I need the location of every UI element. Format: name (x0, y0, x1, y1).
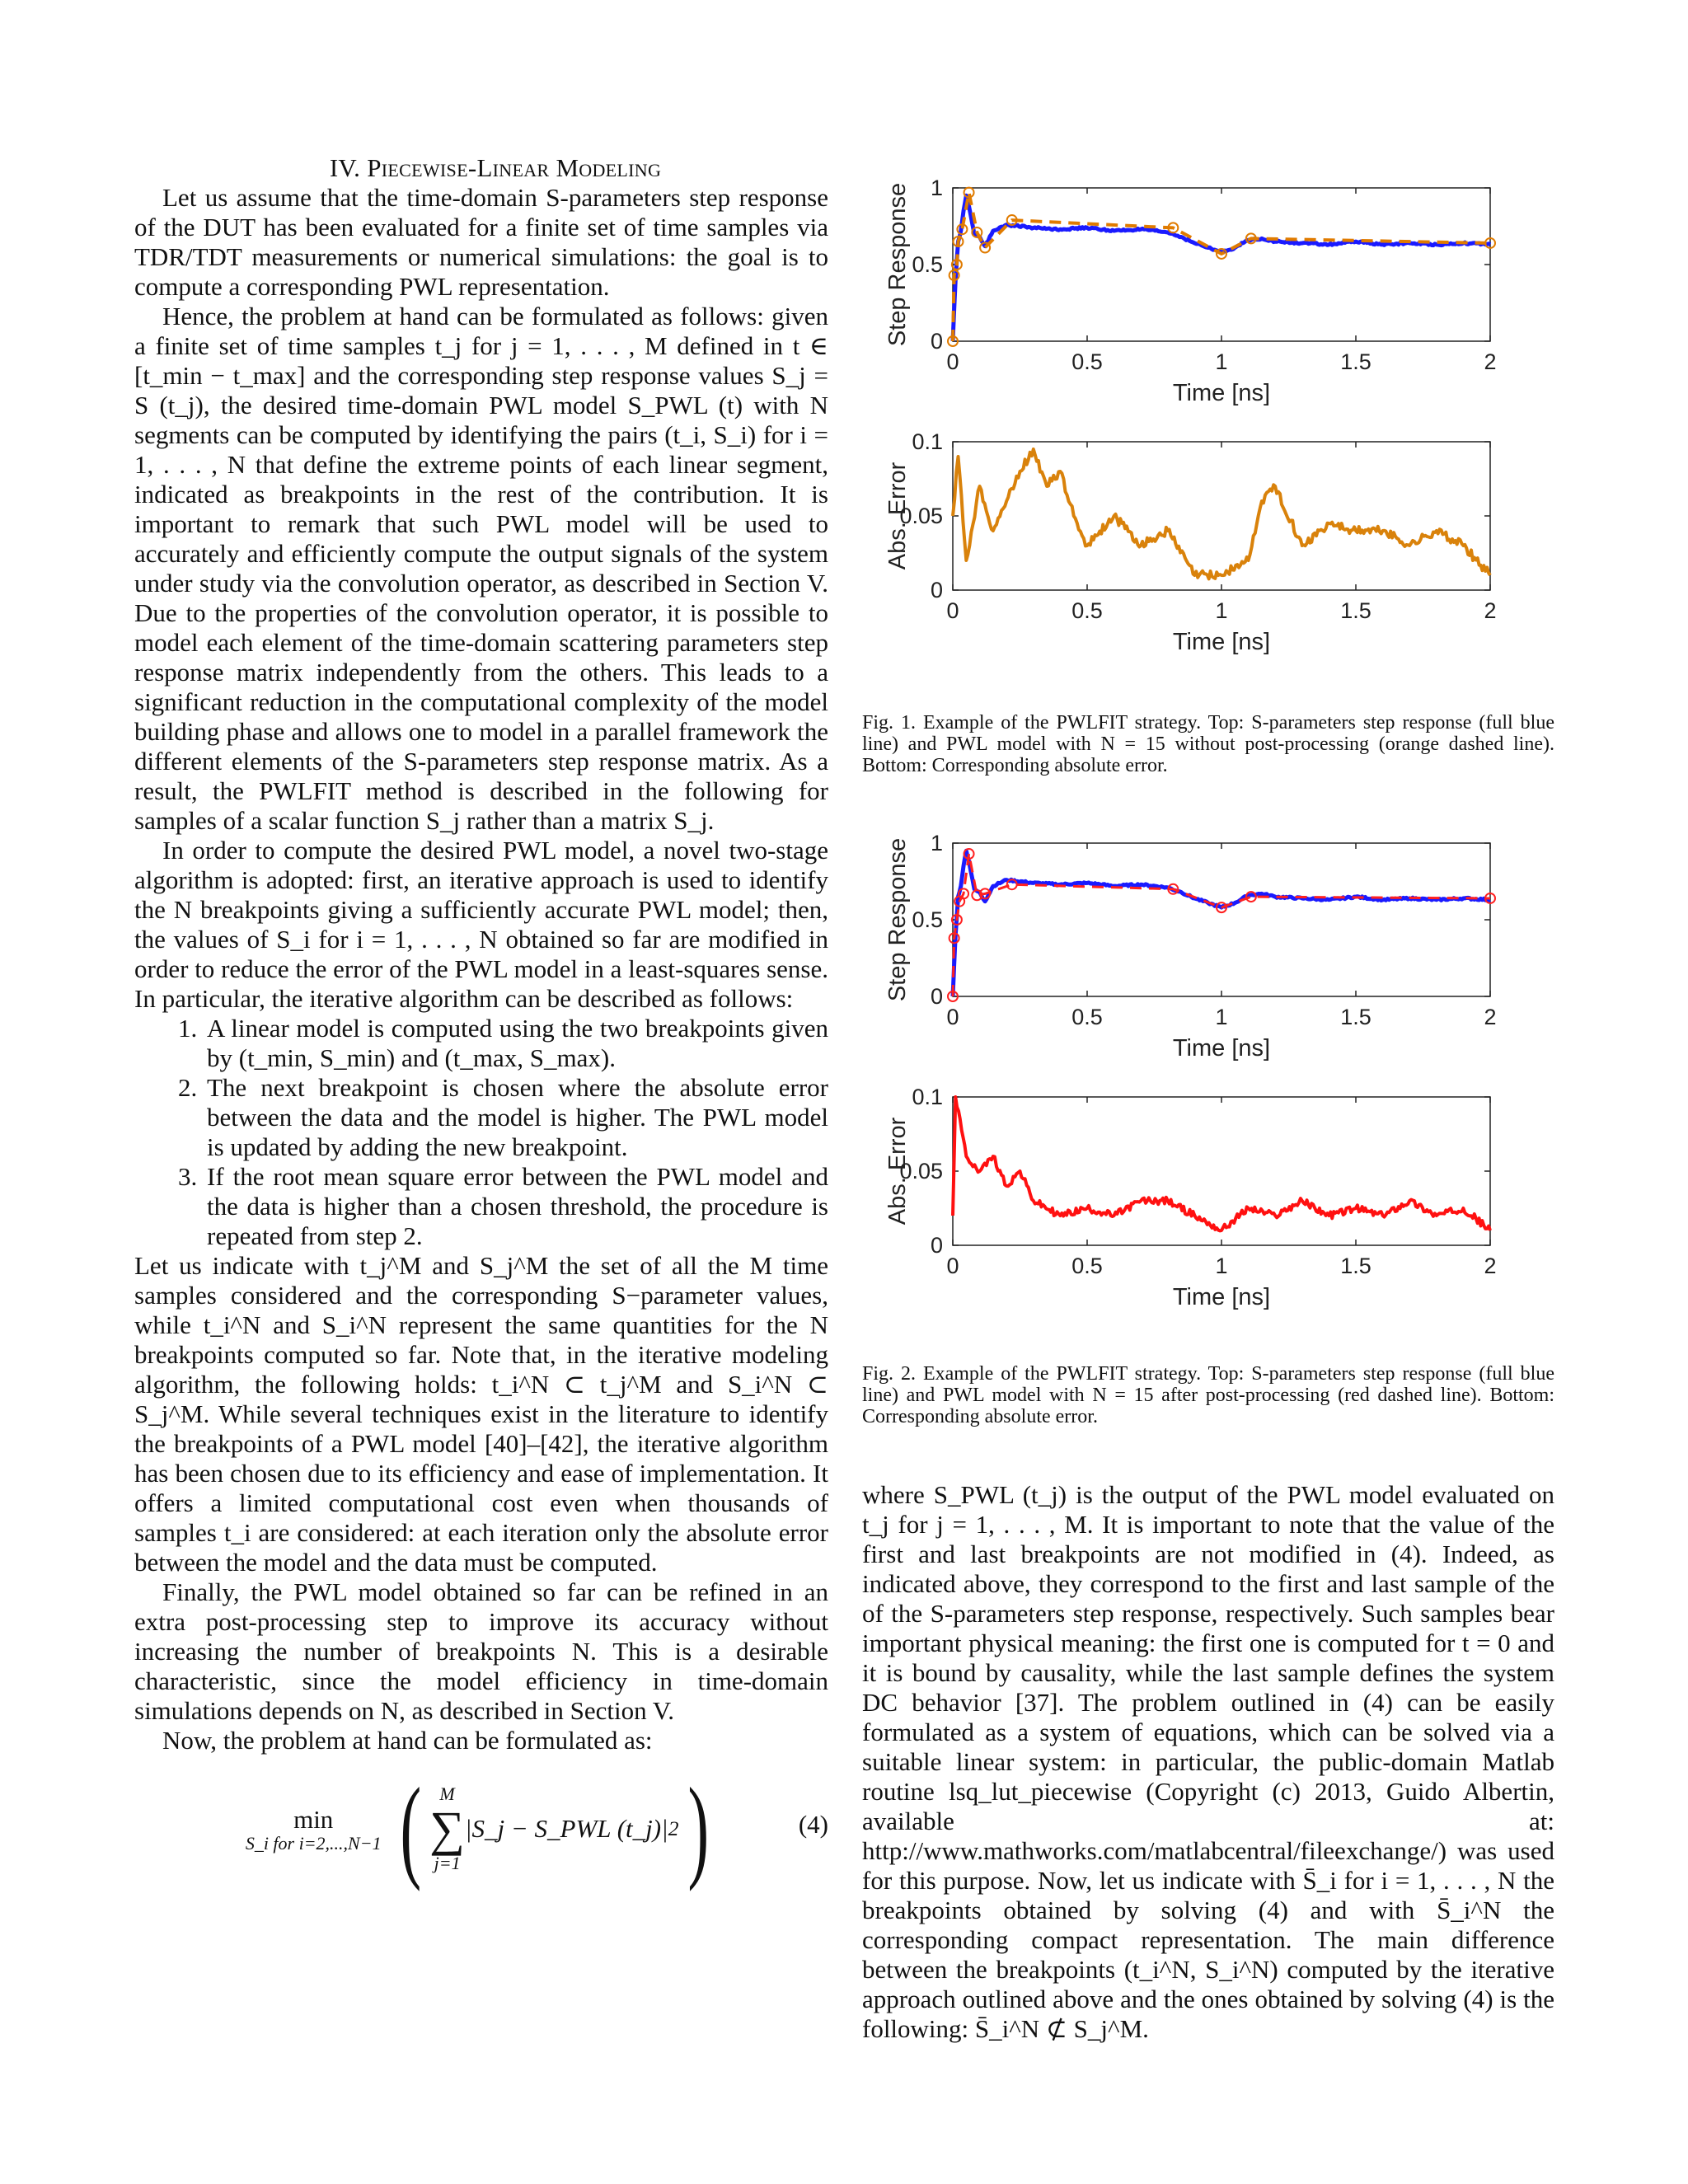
x-tick-label: 0.5 (1071, 1005, 1103, 1029)
y-tick-label: 0.5 (912, 907, 943, 932)
paragraph-postprocessing: Finally, the PWL model obtained so far can be refined in an extra post-processing step to improve its accuracy without increasing the number of breakpoints N. This is a desirable characteristic, since the model efficiency in time-domain simulations depends on N, as described in Section V. (134, 1577, 828, 1725)
list-item: 2. The next breakpoint is chosen where the absolute error between the data and the model is higher. The PWL model is updated by adding the new breakpoint. (204, 1073, 828, 1162)
x-tick-label: 0.5 (1071, 598, 1103, 623)
x-tick-label: 2 (1484, 598, 1497, 623)
equation-min-subscript: S_i for i=2,...,N−1 (245, 1833, 382, 1854)
y-axis-label: Abs. Error (884, 1117, 911, 1226)
fig2-abs-error-plot (884, 1085, 1497, 1310)
x-axis-label: Time [ns] (1172, 629, 1271, 655)
y-tick-label: 0 (930, 984, 943, 1009)
x-tick-label: 2 (1484, 349, 1497, 374)
y-tick-label: 0.1 (912, 1085, 943, 1109)
x-axis-label: Time [ns] (1172, 1035, 1271, 1062)
x-tick-label: 0 (946, 1254, 959, 1278)
equation-summand: |S_j − S_PWL (t_j)| (464, 1814, 668, 1843)
algorithm-steps (134, 1014, 828, 1251)
fig1-caption: Fig. 1. Example of the PWLFIT strategy. Top: S-parameters step response (full blue line) and PWL model with N = 15 without post-processing (orange dashed line). Bottom: Corresponding absolute error. (862, 712, 1554, 776)
right-column (862, 1480, 1554, 2044)
sum-symbol: M ∑ j=1 (429, 1783, 465, 1873)
fig1-step-response-plot (884, 176, 1497, 406)
y-axis-label: Abs. Error (884, 462, 911, 570)
equation-body: min S_i for i=2,...,N−1 ( M ∑ j=1 |S_j − S_PWL (t_j)| 2 ) (245, 1765, 709, 1892)
plot-frame (953, 442, 1490, 590)
y-tick-label: 0.05 (899, 504, 943, 528)
x-tick-label: 1.5 (1340, 349, 1372, 374)
fig2-caption: Fig. 2. Example of the PWLFIT strategy. Top: S-parameters step response (full blue line) and PWL model with N = 15 after post-processing (red dashed line). Bottom: Corresponding absolute error. (862, 1363, 1554, 1427)
left-column (134, 153, 828, 1891)
x-tick-label: 0.5 (1071, 1254, 1103, 1278)
paragraph-intro: Let us assume that the time-domain S-parameters step response of the DUT has been evaluated for a finite set of time samples via TDR/TDT measurements or numerical simulations: the goal is to compute a corresponding PWL representation. (134, 183, 828, 301)
y-tick-label: 0 (930, 329, 943, 354)
y-tick-label: 0 (930, 578, 943, 602)
paragraph-where: where S_PWL (t_j) is the output of the PWL model evaluated on t_j for j = 1, . . . , M. It is important to note that the value of the first and last breakpoints are not modified in (4). Indeed, as indicated above, they correspond to the first and last sample of the of the S-parameters step response, respectively. Such samples bear important physical meaning: the first one is computed for t = 0 and it is bound by causality, while the last sample defines the system DC behavior [37]. The problem outlined in (4) can be easily formulated as a system of equations, which can be solved via a suitable linear system: in particular, the public-domain Matlab routine lsq_lut_piecewise (Copyright (c) 2013, Guido Albertin, available at: http://www.mathworks.com/matlabcentral/fileexchange/) was used for this purpose. Now, let us indicate with S̄_i for i = 1, . . . , N the breakpoints obtained by solving (4) and with S̄_i^N the corresponding compact representation. The main difference between the breakpoints (t_i^N, S_i^N) computed by the iterative approach outlined above and the ones obtained by solving (4) is the following: S̄_i^N ⊄ S_j^M. (862, 1480, 1554, 2043)
y-tick-label: 1 (930, 176, 943, 200)
figure-2 (857, 828, 1558, 1331)
x-axis-label: Time [ns] (1172, 380, 1271, 406)
x-axis-label: Time [ns] (1172, 1284, 1271, 1310)
x-tick-label: 1 (1215, 598, 1228, 623)
x-tick-label: 2 (1484, 1254, 1497, 1278)
paragraph-notation: Let us indicate with t_j^M and S_j^M the set of all the M time samples considered and the corresponding S−parameter values, while t_i^N and S_i^N represent the same quantities for the N breakpoints computed so far. Note that, in the iterative modeling algorithm, the following holds: t_i^N ⊂ t_j^M and S_i^N ⊂ S_j^M. While several techniques exist in the literature to identify the breakpoints of a PWL model [40]–[42], the iterative algorithm has been chosen due to its efficiency and ease of implementation. It offers a limited computational cost even when thousands of samples t_i are considered: at each iteration only the absolute error between the model and the data must be computed. (134, 1251, 828, 1577)
x-tick-label: 1.5 (1340, 1254, 1372, 1278)
paragraph-algorithm: In order to compute the desired PWL model, a novel two-stage algorithm is adopted: first, an iterative approach is used to identify the N breakpoints giving a sufficiently accurate PWL model; then, the values of S_i for i = 1, . . . , N obtained so far are modified in order to reduce the error of the PWL model in a least-squares sense. In particular, the iterative algorithm can be described as follows: (134, 836, 828, 1013)
x-tick-label: 1 (1215, 1254, 1228, 1278)
x-tick-label: 0.5 (1071, 349, 1103, 374)
y-tick-label: 0.5 (912, 252, 943, 277)
equation-4 (134, 1767, 828, 1891)
y-tick-label: 1 (930, 831, 943, 855)
x-tick-label: 0 (946, 598, 959, 623)
plot-frame (953, 188, 1490, 341)
paragraph-formulation: Now, the problem at hand can be formulated as: (162, 1726, 653, 1755)
y-tick-label: 0.05 (899, 1159, 943, 1183)
list-item: 1. A linear model is computed using the two breakpoints given by (t_min, S_min) and (t_max, S_max). (204, 1014, 828, 1073)
x-tick-label: 0 (946, 349, 959, 374)
x-tick-label: 1 (1215, 349, 1228, 374)
y-axis-label: Step Response (884, 837, 911, 1002)
x-tick-label: 0 (946, 1005, 959, 1029)
plot-frame (953, 843, 1490, 996)
plot-frame (953, 1097, 1490, 1245)
equation-number: (4) (798, 1810, 828, 1839)
x-tick-label: 1.5 (1340, 1005, 1372, 1029)
x-tick-label: 2 (1484, 1005, 1497, 1029)
figure-1 (857, 173, 1558, 676)
x-tick-label: 1.5 (1340, 598, 1372, 623)
section-title: IV. Piecewise-Linear Modeling (329, 153, 662, 182)
y-tick-label: 0 (930, 1233, 943, 1258)
list-item: 3. If the root mean square error between the PWL model and the data is higher than a chosen threshold, the procedure is repeated from step 2. (204, 1162, 828, 1251)
equation-min: min (293, 1805, 334, 1834)
y-tick-label: 0.1 (912, 429, 943, 454)
y-axis-label: Step Response (884, 182, 911, 347)
fig2-step-response-plot (884, 831, 1497, 1062)
x-tick-label: 1 (1215, 1005, 1228, 1029)
fig1-abs-error-plot (884, 429, 1497, 655)
paragraph-problem: Hence, the problem at hand can be formulated as follows: given a finite set of time samples t_j for j = 1, . . . , M defined in t ∈ [t_min − t_max] and the corresponding step response values S_j = S (t_j), the desired time-domain PWL model S_PWL (t) with N segments can be computed by identifying the pairs (t_i, S_i) for i = 1, . . . , N that define the extreme points of each linear segment, indicated as breakpoints in the rest of the contribution. It is important to remark that such PWL model will be used to accurately and efficiently compute the output signals of the system under study via the convolution operator, as described in Section V. Due to the properties of the convolution operator, it is possible to model each element of the time-domain scattering parameters step response matrix independently from the others. This leads to a significant reduction in the computational complexity of the model building phase and allows one to model in a parallel framework the different elements of the S-parameters step response matrix. As a result, the PWLFIT method is described in the following for samples of a scalar function S_j rather than a matrix S_j. (134, 302, 828, 835)
